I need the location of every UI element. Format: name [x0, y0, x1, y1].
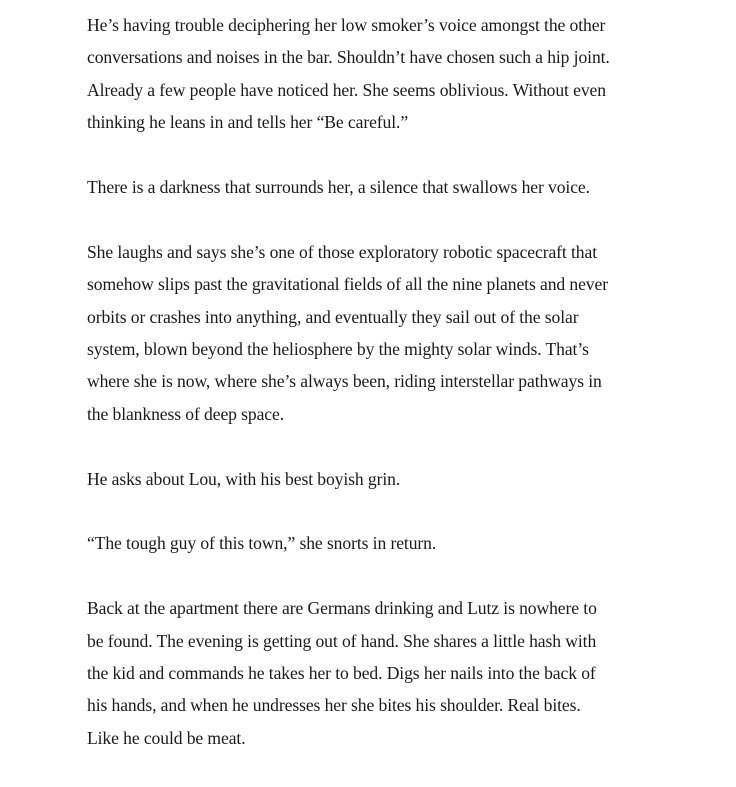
paragraph-5 — [87, 527, 653, 559]
text-line: conversations and noises in the bar. Shouldn’t have chosen such a hip joint. — [87, 47, 610, 68]
text-line: the blankness of deep space. — [87, 403, 285, 424]
paragraph-1 — [87, 9, 653, 139]
paragraph-3 — [87, 236, 653, 430]
document-body — [87, 9, 653, 787]
text-line: thinking he leans in and tells her “Be careful.” — [87, 112, 409, 133]
text-line: where she is now, where she’s always been, riding interstellar pathways in — [87, 371, 602, 392]
text-line: system, blown beyond the heliosphere by the mighty solar winds. That’s — [87, 339, 589, 360]
text-line: “The tough guy of this town,” she snorts in return. — [87, 533, 437, 554]
text-line: There is a darkness that surrounds her, a silence that swallows her voice. — [87, 177, 590, 198]
paragraph-4 — [87, 463, 653, 495]
text-line: He asks about Lou, with his best boyish grin. — [87, 468, 401, 489]
text-line: He’s having trouble deciphering her low smoker’s voice amongst the other — [87, 15, 606, 35]
text-line: be found. The evening is getting out of hand. She shares a little hash with — [87, 630, 597, 651]
paragraph-2 — [87, 171, 653, 203]
text-line: orbits or crashes into anything, and eventually they sail out of the solar — [87, 306, 579, 327]
paragraph-6 — [87, 592, 653, 754]
text-line: somehow slips past the gravitational fields of all the nine planets and never — [87, 274, 608, 295]
text-line: his hands, and when he undresses her she bites his shoulder. Real bites. — [87, 695, 581, 716]
text-line: the kid and commands he takes her to bed. Digs her nails into the back of — [87, 663, 596, 684]
text-line: She laughs and says she’s one of those exploratory robotic spacecraft that — [87, 241, 598, 262]
text-line: Already a few people have noticed her. She seems oblivious. Without even — [87, 79, 606, 100]
text-line: Like he could be meat. — [87, 727, 246, 748]
text-line: Back at the apartment there are Germans drinking and Lutz is nowhere to — [87, 598, 597, 619]
